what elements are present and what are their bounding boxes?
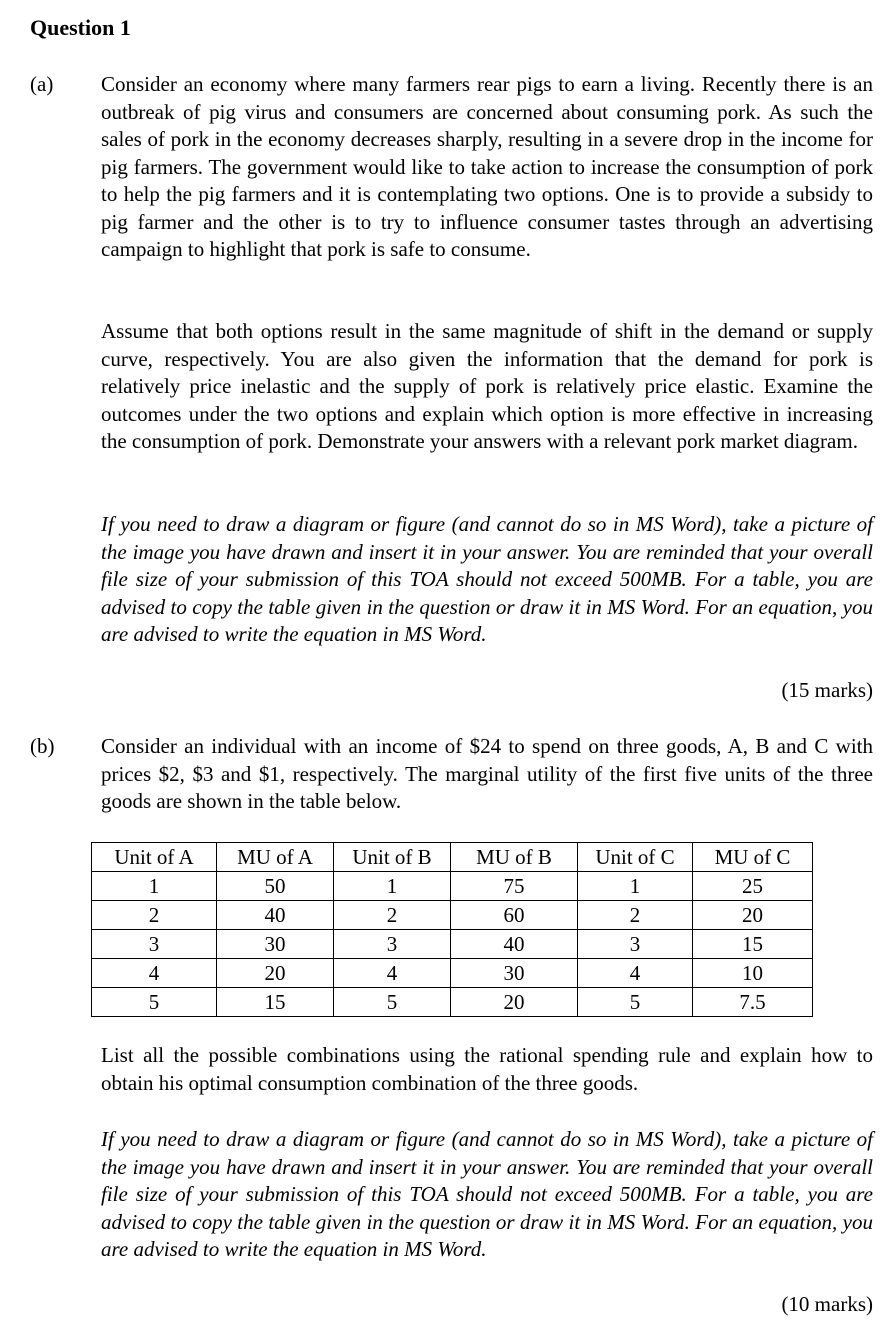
part-a-marks: (15 marks) [781, 678, 873, 702]
table-row [92, 930, 813, 959]
part-b-task: List all the possible combinations using the rational spending rule and explain how to obtain his optimal consumption combination of the three goods. [101, 1043, 873, 1095]
table-row [92, 872, 813, 901]
table-cell: 5 [92, 988, 217, 1017]
table-header-row [92, 843, 813, 872]
part-a-instructions-note: If you need to draw a diagram or figure (and cannot do so in MS Word), take a picture of the image you have drawn and insert it in your answer. You are reminded that your overall file size of your submission of this TOA should not exceed 500MB. For a table, you are advised to copy the table given in the question or draw it in MS Word. For an equation, you are advised to write the equation in MS Word. [101, 512, 873, 646]
table-cell: 4 [578, 959, 693, 988]
header-unit-a: Unit of A [92, 843, 217, 872]
table-cell: 75 [451, 872, 578, 901]
table-cell: 40 [217, 901, 334, 930]
table-cell: 2 [578, 901, 693, 930]
marginal-utility-table [91, 842, 813, 1017]
header-mu-c: MU of C [693, 843, 813, 872]
table-cell: 40 [451, 930, 578, 959]
header-mu-b: MU of B [451, 843, 578, 872]
table-cell: 5 [578, 988, 693, 1017]
table-cell: 2 [334, 901, 451, 930]
table-cell: 3 [578, 930, 693, 959]
part-b-intro: Consider an individual with an income of $24 to spend on three goods, A, B and C with prices $2, $3 and $1, respectively. The marginal utility of the first five units of the three goods are shown in the table below. [101, 734, 873, 813]
table-cell: 4 [334, 959, 451, 988]
table-cell: 10 [693, 959, 813, 988]
table-cell: 50 [217, 872, 334, 901]
part-a-paragraph-2: Assume that both options result in the same magnitude of shift in the demand or supply curve, respectively. You are also given the information that the demand for pork is relatively price inelastic and the supply of pork is relatively price elastic. Examine the outcomes under the two options and explain which option is more effective in increasing the consumption of pork. Demonstrate your answers with a relevant pork market diagram. [101, 319, 873, 453]
table-cell: 60 [451, 901, 578, 930]
part-a-paragraph-1: Consider an economy where many farmers rear pigs to earn a living. Recently there is an outbreak of pig virus and consumers are concerned about consuming pork. As such the sales of pork in the economy decreases sharply, resulting in a severe drop in the income for pig farmers. The government would like to take action to increase the consumption of pork to help the pig farmers and it is contemplating two options. One is to provide a subsidy to pig farmer and the other is to try to influence consumer tastes through an advertising campaign to highlight that pork is safe to consume. [101, 72, 873, 261]
table-row [92, 959, 813, 988]
table-cell: 2 [92, 901, 217, 930]
table-cell: 15 [217, 988, 334, 1017]
part-b-instructions-note: If you need to draw a diagram or figure (and cannot do so in MS Word), take a picture of the image you have drawn and insert it in your answer. You are reminded that your overall file size of your submission of this TOA should not exceed 500MB. For a table, you are advised to copy the table given in the question or draw it in MS Word. For an equation, you are advised to write the equation in MS Word. [101, 1127, 873, 1261]
header-unit-c: Unit of C [578, 843, 693, 872]
question-title: Question 1 [30, 15, 131, 40]
table-cell: 25 [693, 872, 813, 901]
table-cell: 1 [92, 872, 217, 901]
table-cell: 30 [451, 959, 578, 988]
table-cell: 7.5 [693, 988, 813, 1017]
table-cell: 1 [578, 872, 693, 901]
table-row [92, 901, 813, 930]
table-cell: 4 [92, 959, 217, 988]
table-cell: 30 [217, 930, 334, 959]
part-b-label: (b) [30, 734, 55, 758]
header-mu-a: MU of A [217, 843, 334, 872]
table-cell: 1 [334, 872, 451, 901]
part-a-label: (a) [30, 72, 54, 96]
table-cell: 20 [217, 959, 334, 988]
table-cell: 3 [92, 930, 217, 959]
table-cell: 20 [693, 901, 813, 930]
table-row [92, 988, 813, 1017]
table-cell: 20 [451, 988, 578, 1017]
table-cell: 5 [334, 988, 451, 1017]
part-b-marks: (10 marks) [781, 1292, 873, 1316]
table-cell: 3 [334, 930, 451, 959]
table-cell: 15 [693, 930, 813, 959]
header-unit-b: Unit of B [334, 843, 451, 872]
